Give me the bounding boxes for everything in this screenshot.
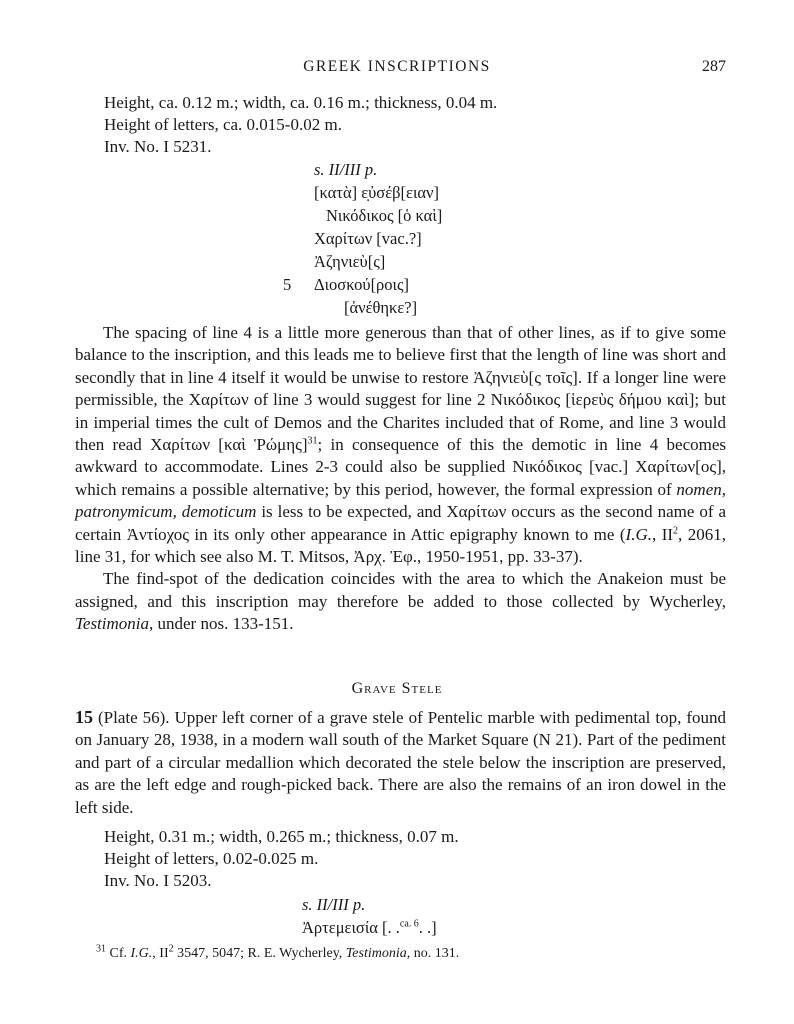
entry14-metadata [104, 92, 497, 158]
page-number: 287 [702, 58, 726, 75]
inscription-line-5: Διοσκού[ροις] [314, 275, 410, 294]
entry15-inventory: Inv. No. I 5203. [104, 871, 212, 890]
entry15-line-1: Ἀρτεμεισία [. .$^{ca. 6}$. .] [302, 918, 437, 937]
inscription-line-4: Ἀζηνιεὺ[ς] [314, 252, 386, 271]
section-heading: Grave Stele [351, 680, 443, 697]
inscription-line-1: [κατὰ] ε̣ὐσέβ[ειαν] [314, 183, 439, 202]
entry14-inscription [283, 158, 443, 319]
line-number: 5 [283, 275, 292, 294]
inscription-line-6: [ἀνέθηκε?] [344, 298, 418, 317]
entry14-inventory: Inv. No. I 5231. [104, 137, 212, 156]
inscription-line-5-row [283, 273, 439, 296]
entry15-number: 15 [75, 707, 93, 727]
ca-label: ca. 6 [399, 918, 419, 930]
entry15-inscription [302, 893, 437, 939]
entry15-letter-height: Height of letters, 0.02-0.025 m. [104, 849, 319, 868]
commentary-paragraph-1: The spacing of line 4 is a little more generous than that of other lines, as if to give some balance to the inscription, and this leads me to believe first that the length of line was short and secondly that in line 4 itself it would be unwise to restore Ἀζηνιεὺ[ς τοῖς]. If a longer line were permissible, the Χαρίτων of line 3 would suggest for line 2 Νικόδικος [ἱερεὺς δήμου καὶ]; but in imperial times the cult of Demos and the Charites included that of Rome, and line 3 would then read Χαρίτων [καὶ Ῥώμης]$^{31}$; in consequence of this the demotic in line 4 becomes awkward to accommodate. Lines 2-3 could also be supplied Νικόδικος [vac.] Χαρίτων[ος], which remains a possible alternative; by this period, however, the formal expression of nomen, patronymicum, demoticum is less to be expected, and Χαρίτων occurs as the second name of a certain Ἀντίοχος in its only other appearance in Attic epigraphy known to me (I.G., $II^2$, 2061, line 31, for which see also M. T. Mitsos, Ἀρχ. Ἐφ., 1950-1951, pp. 33-37). [75, 323, 727, 567]
inscription-line-2: Νικόδικος [ὁ καὶ] [326, 206, 443, 225]
entry15-dimensions: Height, 0.31 m.; width, 0.265 m.; thickness, 0.07 m. [104, 827, 459, 846]
inscription-date: s. II/III p. [314, 160, 378, 179]
running-head: GREEK INSCRIPTIONS [303, 58, 491, 75]
entry14-letter-height: Height of letters, ca. 0.015-0.02 m. [104, 115, 342, 134]
footnote-ref: 31 [307, 435, 318, 447]
commentary-paragraph-2: The find-spot of the dedication coincides with the area to which the Anakeion must be assigned, and this inscription may therefore be added to those collected by Wycherley, Testimonia, under nos. 133-151. [75, 569, 726, 634]
commentary [75, 322, 726, 636]
entry14-dimensions: Height, ca. 0.12 m.; width, ca. 0.16 m.; thickness, 0.04 m. [104, 93, 498, 112]
entry15-description: 15 (Plate 56). Upper left corner of a grave stele of Pentelic marble with pedimental top, found on January 28, 1938, in a modern wall south of the Market Square (N 21). Part of the pediment and part of a circular medallion which decorated the stele below the inscription are preserved, as are the left edge and rough-picked back. There are also the remains of an iron dowel in the left side. [75, 707, 727, 817]
entry15-date: s. II/III p. [302, 895, 366, 914]
footnote-31: $^{31}$ Cf. I.G., $II^2$ 3547, 5047; R. E. Wycherley, Testimonia, no. 131. [96, 943, 460, 961]
inscription-line-3: Χαρίτων [vac.?] [314, 229, 422, 248]
entry15-metadata [104, 826, 459, 892]
